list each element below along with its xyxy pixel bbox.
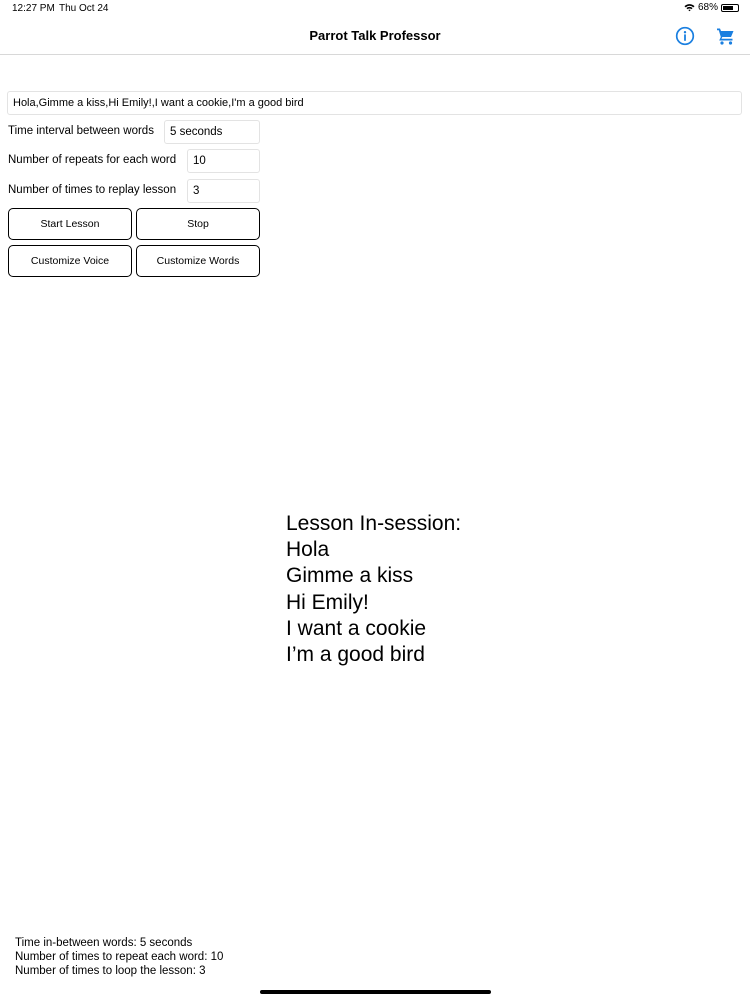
app-title: Parrot Talk Professor (309, 28, 441, 43)
customize-words-button[interactable]: Customize Words (136, 245, 260, 277)
lesson-session-display (286, 511, 461, 668)
status-time: 12:27 PM (12, 3, 55, 14)
interval-input[interactable]: 5 seconds (164, 120, 260, 144)
cart-icon[interactable] (716, 26, 736, 46)
start-lesson-button[interactable]: Start Lesson (8, 208, 132, 240)
navigation-bar (0, 18, 750, 55)
status-indicators (684, 2, 739, 13)
home-indicator[interactable] (260, 990, 491, 994)
replay-input[interactable]: 3 (187, 179, 260, 203)
stop-button[interactable]: Stop (136, 208, 260, 240)
customize-voice-button[interactable]: Customize Voice (8, 245, 132, 277)
session-word: Hi Emily! (286, 590, 369, 614)
status-date: Thu Oct 24 (59, 3, 109, 14)
status-bar (0, 0, 750, 18)
wifi-icon (684, 3, 695, 12)
summary-repeats: Number of times to repeat each word: 10 (15, 951, 224, 963)
battery-percent: 68% (697, 2, 718, 13)
info-icon[interactable] (675, 26, 695, 46)
session-word: I’m a good bird (286, 643, 425, 667)
session-word: I want a cookie (286, 616, 427, 640)
session-word: Hola (286, 538, 330, 562)
session-heading: Lesson In-session: (286, 512, 462, 535)
replay-label: Number of times to replay lesson (8, 184, 177, 196)
session-word: Gimme a kiss (286, 564, 414, 588)
summary-loops: Number of times to loop the lesson: 3 (15, 965, 206, 977)
battery-icon (721, 4, 739, 12)
lesson-words-input[interactable]: Hola,Gimme a kiss,Hi Emily!,I want a cookie,I'm a good bird (7, 91, 742, 115)
repeats-label: Number of repeats for each word (8, 154, 177, 166)
settings-summary (15, 936, 223, 978)
repeats-input[interactable]: 10 (187, 149, 260, 173)
interval-label: Time interval between words (8, 125, 154, 137)
summary-interval: Time in-between words: 5 seconds (15, 937, 193, 949)
